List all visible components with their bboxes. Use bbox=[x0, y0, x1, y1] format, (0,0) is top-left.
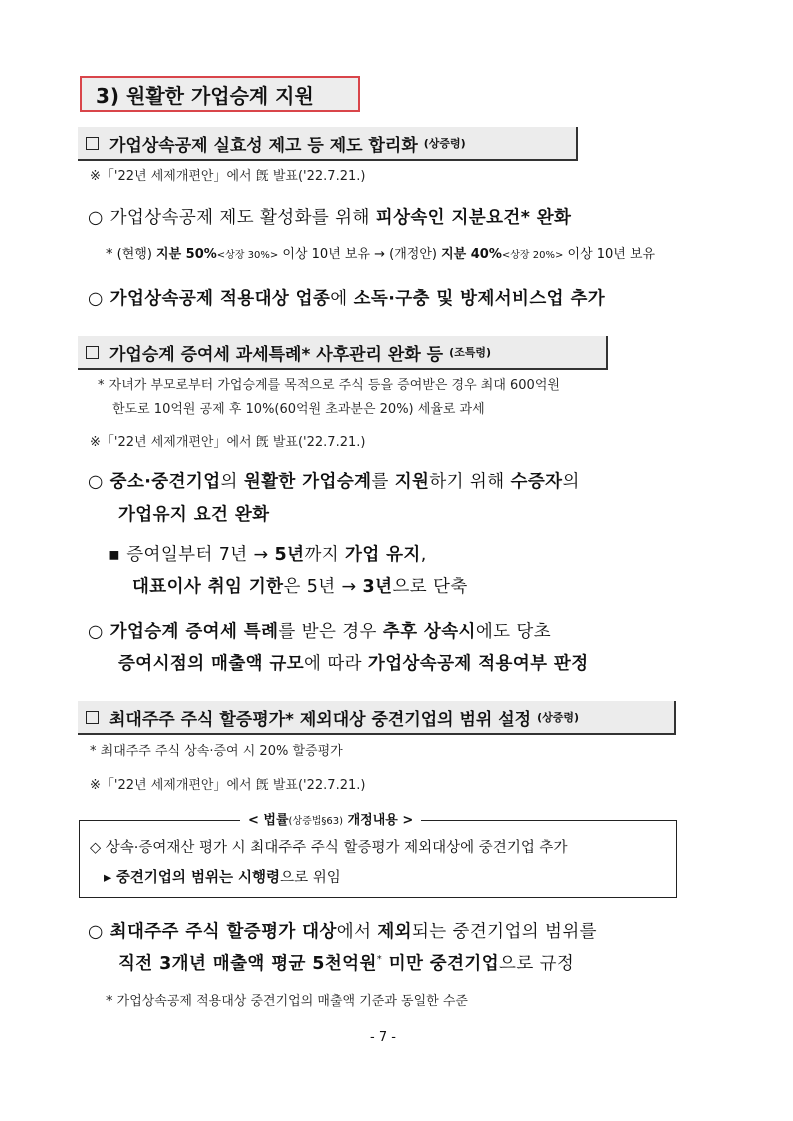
footnote: 한도로 10억원 공제 후 10%(60억원 초과분은 20%) 세율로 과세 bbox=[112, 402, 485, 417]
footnote: * (현행) 지분 50%<상장 30%> 이상 10년 보유 → (개정안) 지분 40%<상장 20%> 이상 10년 보유 bbox=[106, 247, 656, 262]
announcement-note: ※「'22년 세제개편안」에서 旣 발표('22.7.21.) bbox=[90, 435, 366, 450]
footnote: * 자녀가 부모로부터 가업승계를 목적으로 주식 등을 증여받은 경우 최대 600억원 bbox=[98, 378, 560, 393]
heading-text: 최대주주 주식 할증평가* 제외대상 중견기업의 범위 설정 bbox=[109, 709, 532, 730]
heading-text: 가업승계 증여세 과세특례* 사후관리 완화 등 bbox=[109, 344, 444, 365]
paragraph: ○ 가업승계 증여세 특례를 받은 경우 추후 상속시에도 당초 bbox=[88, 622, 552, 642]
footnote: * 최대주주 주식 상속·증여 시 20% 할증평가 bbox=[90, 744, 343, 759]
checkbox-square-icon bbox=[86, 137, 99, 150]
law-reference: (상증령) bbox=[423, 137, 466, 150]
paragraph-line: 가업유지 요건 완화 bbox=[118, 505, 270, 525]
announcement-note: ※「'22년 세제개편안」에서 旣 발표('22.7.21.) bbox=[90, 778, 366, 793]
page-number: - 7 - bbox=[370, 1030, 396, 1045]
law-box-line: ▸ 중견기업의 범위는 시행령으로 위임 bbox=[104, 870, 341, 886]
checkbox-square-icon bbox=[86, 346, 99, 359]
paragraph: ○ 최대주주 주식 할증평가 대상에서 제외되는 중견기업의 범위를 bbox=[88, 922, 597, 942]
paragraph: ○ 가업상속공제 적용대상 업종에 소독·구충 및 방제서비스업 추가 bbox=[88, 289, 606, 309]
announcement-note: ※「'22년 세제개편안」에서 旣 발표('22.7.21.) bbox=[90, 169, 366, 184]
footnote: * 가업상속공제 적용대상 중견기업의 매출액 기준과 동일한 수준 bbox=[106, 994, 468, 1009]
subsection-heading-1 bbox=[78, 127, 578, 161]
law-box-title: < 법률(상증법§63) 개정내용 > bbox=[240, 809, 421, 828]
paragraph: ○ 가업상속공제 제도 활성화를 위해 피상속인 지분요건* 완화 bbox=[88, 208, 572, 228]
law-box-line: ◇ 상속·증여재산 평가 시 최대주주 주식 할증평가 제외대상에 중견기업 추가 bbox=[90, 840, 568, 856]
bullet-item: ▪ 증여일부터 7년 → 5년까지 가업 유지, bbox=[108, 545, 427, 565]
paragraph-line: 직전 3개년 매출액 평균 5천억원* 미만 중견기업으로 규정 bbox=[118, 954, 575, 974]
paragraph: ○ 중소·중견기업의 원활한 가업승계를 지원하기 위해 수증자의 bbox=[88, 472, 580, 492]
heading-text: 가업상속공제 실효성 제고 등 제도 합리화 bbox=[109, 135, 418, 156]
checkbox-square-icon bbox=[86, 711, 99, 724]
section-title: 3) 원활한 가업승계 지원 bbox=[80, 76, 360, 112]
subsection-heading-2 bbox=[78, 336, 608, 370]
subsection-heading-3 bbox=[78, 701, 676, 735]
bullet-item-cont: 대표이사 취임 기한은 5년 → 3년으로 단축 bbox=[132, 577, 468, 597]
paragraph-line: 증여시점의 매출액 규모에 따라 가업상속공제 적용여부 판정 bbox=[118, 654, 589, 674]
law-reference: (상증령) bbox=[537, 711, 580, 724]
law-reference: (조특령) bbox=[449, 346, 492, 359]
